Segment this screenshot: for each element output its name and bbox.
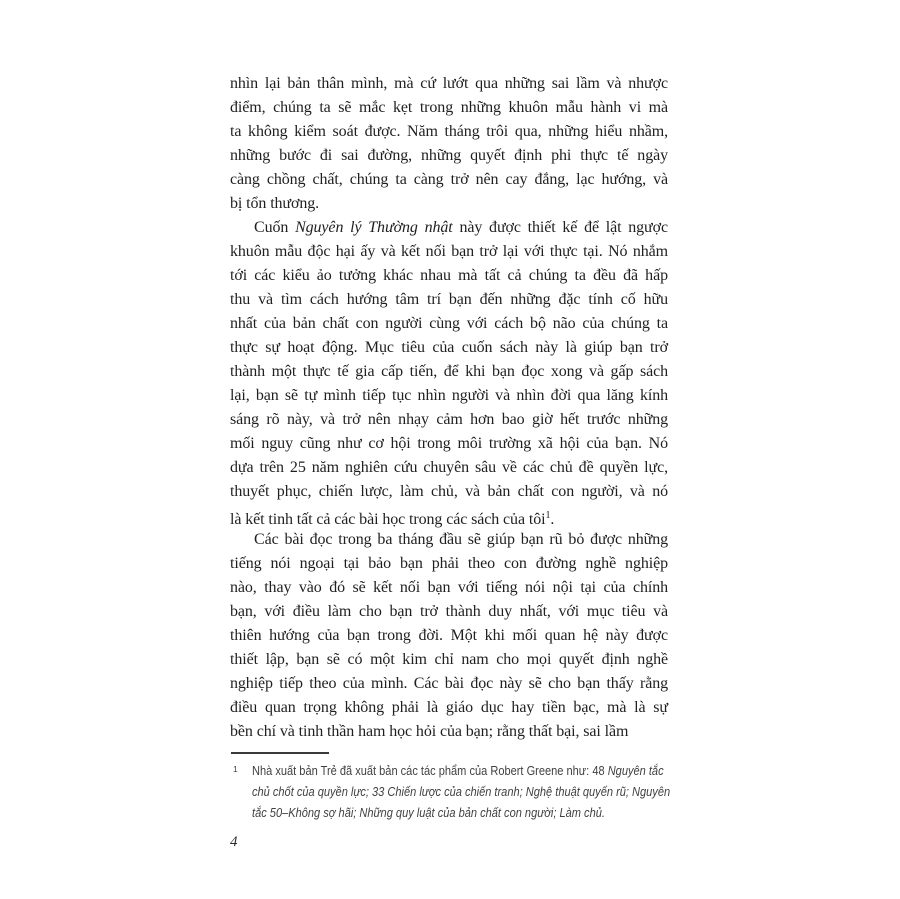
text-line: [230, 720, 668, 744]
text-line: [230, 72, 668, 96]
footnote-rule: [231, 752, 329, 754]
text-line: [230, 240, 668, 264]
text-line: [230, 288, 668, 312]
text-segment: thuyết phục, chiến lược, làm chủ, và bản chất con người, và nó: [230, 483, 668, 500]
text-line: [230, 528, 668, 552]
paragraph: [230, 72, 668, 216]
text-segment: Nguyên tắc: [607, 763, 664, 778]
text-line: [230, 456, 668, 480]
text-segment: là kết tinh tất cả các bài học trong các sách của tôi: [230, 511, 546, 528]
text-segment: nhìn lại bản thân mình, mà cứ lướt qua những sai lầm và nhược: [230, 75, 668, 92]
text-segment: bạn, với điều làm cho bạn trở thành duy nhất, với mục tiêu và: [230, 603, 668, 620]
text-segment: dựa trên 25 năm nghiên cứu chuyên sâu về các chủ đề quyền lực,: [230, 459, 668, 476]
text-line: [230, 552, 668, 576]
text-line: [230, 504, 668, 528]
text-line: [230, 432, 668, 456]
text-line: [230, 192, 668, 216]
text-line: [230, 672, 668, 696]
text-segment: thu và tìm cách hướng tâm trí bạn đến những đặc tính cố hữu: [230, 291, 668, 308]
text-line: [230, 120, 668, 144]
paragraph: [230, 216, 668, 528]
text-segment: thiên hướng của bạn trong đời. Một khi mối quan hệ này được: [230, 627, 668, 644]
text-segment: tiếng nói ngoại tại bảo bạn phải theo con đường nghề nghiệp: [230, 555, 668, 572]
text-line: [230, 696, 668, 720]
text-line: [230, 264, 668, 288]
text-line: [230, 576, 668, 600]
text-segment: chủ chốt của quyền lực; 33 Chiến lược của chiến tranh; Nghệ thuật quyến rũ; Nguyên: [252, 784, 671, 799]
text-line: [230, 360, 668, 384]
text-segment: điều quan trọng không phải là giáo dục hay tiền bạc, mà là sự: [230, 699, 668, 716]
footnote-reference: 1: [545, 510, 551, 521]
text-segment: khuôn mẫu độc hại ấy và kết nối bạn trở lại với thực tại. Nó nhắm: [230, 243, 668, 260]
text-line: [230, 144, 668, 168]
text-line: [230, 648, 668, 672]
paragraph: [230, 528, 668, 744]
text-segment: nào, thay vào đó sẽ kết nối bạn với tiếng nói nội tại của chính: [230, 579, 668, 596]
text-segment: bền chí và tinh thần ham học hỏi của bạn; rằng thất bại, sai lầm: [230, 723, 629, 740]
text-segment: nghiệp tiếp theo của mình. Các bài đọc này sẽ cho bạn thấy rằng: [230, 675, 668, 692]
text-line: [230, 480, 668, 504]
text-segment: thành một thực tế gia cấp tiến, để khi bạn đọc xong và gấp sách: [230, 363, 668, 380]
text-segment: những bước đi sai đường, những quyết định phi thực tế ngày: [230, 147, 668, 164]
text-line: [252, 784, 670, 805]
footnote-marker: 1: [233, 764, 238, 774]
text-line: [230, 336, 668, 360]
text-segment: sáng rõ này, và trở nên nhạy cảm hơn bao giờ hết trước những: [230, 411, 668, 428]
text-segment: mối nguy cũng như cơ hội trong môi trường xã hội của bạn. Nó: [230, 435, 668, 452]
text-line: [230, 96, 668, 120]
text-segment: càng chồng chất, chúng ta càng trở nên cay đắng, lạc hướng, và: [230, 171, 668, 188]
text-segment: thực sự hoạt động. Mục tiêu của cuốn sách này là giúp bạn trở: [230, 339, 668, 356]
text-segment: bị tổn thương.: [230, 195, 320, 212]
footnote-body: [230, 763, 670, 826]
text-line: [230, 168, 668, 192]
text-segment: lại, bạn sẽ tự mình tiếp tục nhìn người và nhìn đời qua lăng kính: [230, 387, 668, 404]
text-segment: Cuốn: [254, 219, 296, 236]
text-segment: Nhà xuất bản Trẻ đã xuất bản các tác phẩm của Robert Greene như: 48: [252, 763, 608, 778]
text-line: [230, 624, 668, 648]
text-line: [252, 763, 670, 784]
text-line: [252, 805, 670, 826]
text-segment: thiết lập, bạn sẽ có một kim chỉ nam cho mọi quyết định nghề: [230, 651, 668, 668]
text-segment: tới các kiểu ảo tưởng khác nhau mà tất cả chúng ta đều đã hấp: [230, 267, 668, 284]
text-segment: Nguyên lý Thường nhật: [295, 219, 453, 236]
text-segment: nhất của bản chất con người cùng với cách bộ não của chúng ta: [230, 315, 668, 332]
text-segment: ta không kiểm soát được. Năm tháng trôi qua, những hiểu nhầm,: [230, 123, 668, 140]
text-line: [230, 216, 668, 240]
text-line: [230, 600, 668, 624]
text-block: [230, 72, 668, 744]
text-segment: điểm, chúng ta sẽ mắc kẹt trong những khuôn mẫu hành vi mà: [230, 99, 668, 116]
footnote-lines: [252, 763, 744, 826]
footnote: [230, 752, 670, 826]
text-line: [230, 408, 668, 432]
text-segment: Các bài đọc trong ba tháng đầu sẽ giúp bạn rũ bỏ được những: [254, 531, 668, 548]
text-segment: .: [550, 511, 555, 528]
text-segment: tắc 50–Không sợ hãi; Những quy luật của bản chất con người; Làm chủ.: [252, 805, 605, 820]
text-line: [230, 312, 668, 336]
text-line: [230, 384, 668, 408]
page-number: 4: [230, 834, 238, 850]
text-segment: này được thiết kế để lật ngược: [452, 219, 668, 236]
